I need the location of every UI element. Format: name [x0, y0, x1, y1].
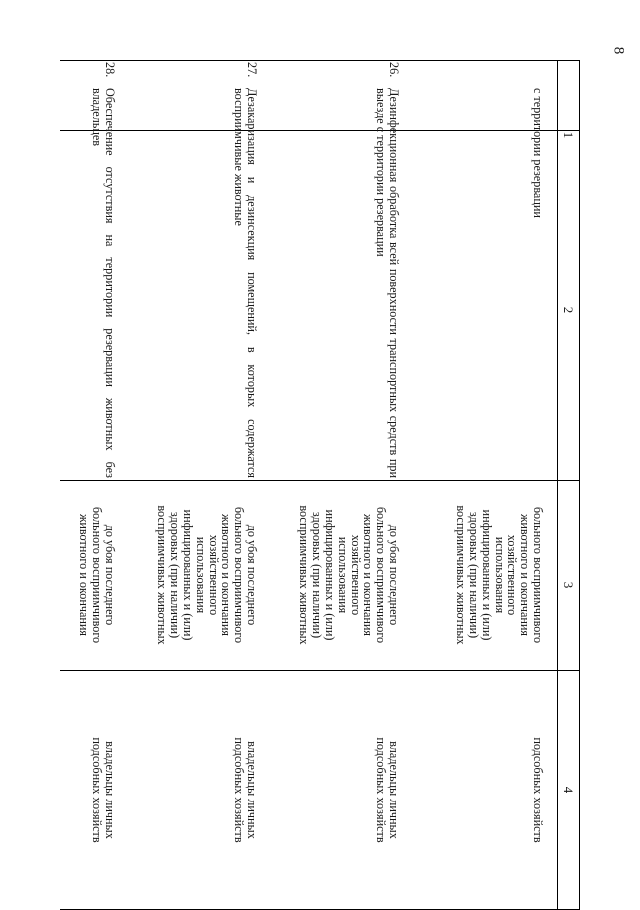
row-28-deadline: до убоя последнего больного восприимчивого животного и окончания — [77, 506, 117, 644]
header-col-1: 1 — [561, 131, 576, 139]
row-26-requirement: Дезинфекционная обработка всей поверхности транспортных средств при выезде с территории резервации — [374, 88, 401, 478]
row-0-deadline: больного восприимчивого животного и окончания хозяйственного использования инфицированных и (или) здоровых (при наличии) восприимчивых животных — [454, 505, 545, 645]
row-0-responsible: подсобных хозяйств — [531, 737, 545, 843]
row-26-responsible: владельцы личных подсобных хозяйств — [374, 737, 401, 843]
page-number: 8 — [610, 46, 627, 55]
header-col-3: 3 — [561, 581, 576, 589]
rotated-table — [60, 60, 580, 910]
col-divider-3 — [60, 670, 580, 671]
header-col-2: 2 — [561, 306, 576, 314]
row-28-requirement: Обеспечение отсутствия на территории резервации животных без владельцев — [90, 88, 117, 478]
row-26-deadline: до убоя последнего больного восприимчивого животного и окончания хозяйственного использования инфицированных и (или) здоровых (при наличии) восприимчивых животных — [297, 505, 401, 645]
row-27-number: 27. — [245, 62, 259, 78]
col-divider-left — [60, 60, 580, 61]
table-top-border — [579, 60, 580, 910]
row-28-responsible: владельцы личных подсобных хозяйств — [90, 737, 117, 843]
row-27-requirement: Дезакаризация и дезинсекция помещений, в которых содержатся восприимчивые животные — [232, 88, 259, 478]
header-col-4: 4 — [561, 786, 576, 794]
row-27-deadline: до убоя последнего больного восприимчивого животного и окончания хозяйственного использования инфицированных и (или) здоровых (при наличии) восприимчивых животных — [155, 505, 259, 645]
row-26-number: 26. — [387, 62, 401, 78]
row-27-responsible: владельцы личных подсобных хозяйств — [232, 737, 259, 843]
row-28-number: 28. — [103, 62, 117, 78]
row-0-requirement: с территории резервации — [531, 88, 545, 218]
col-divider-1 — [60, 130, 580, 131]
header-bottom-border — [557, 60, 558, 910]
